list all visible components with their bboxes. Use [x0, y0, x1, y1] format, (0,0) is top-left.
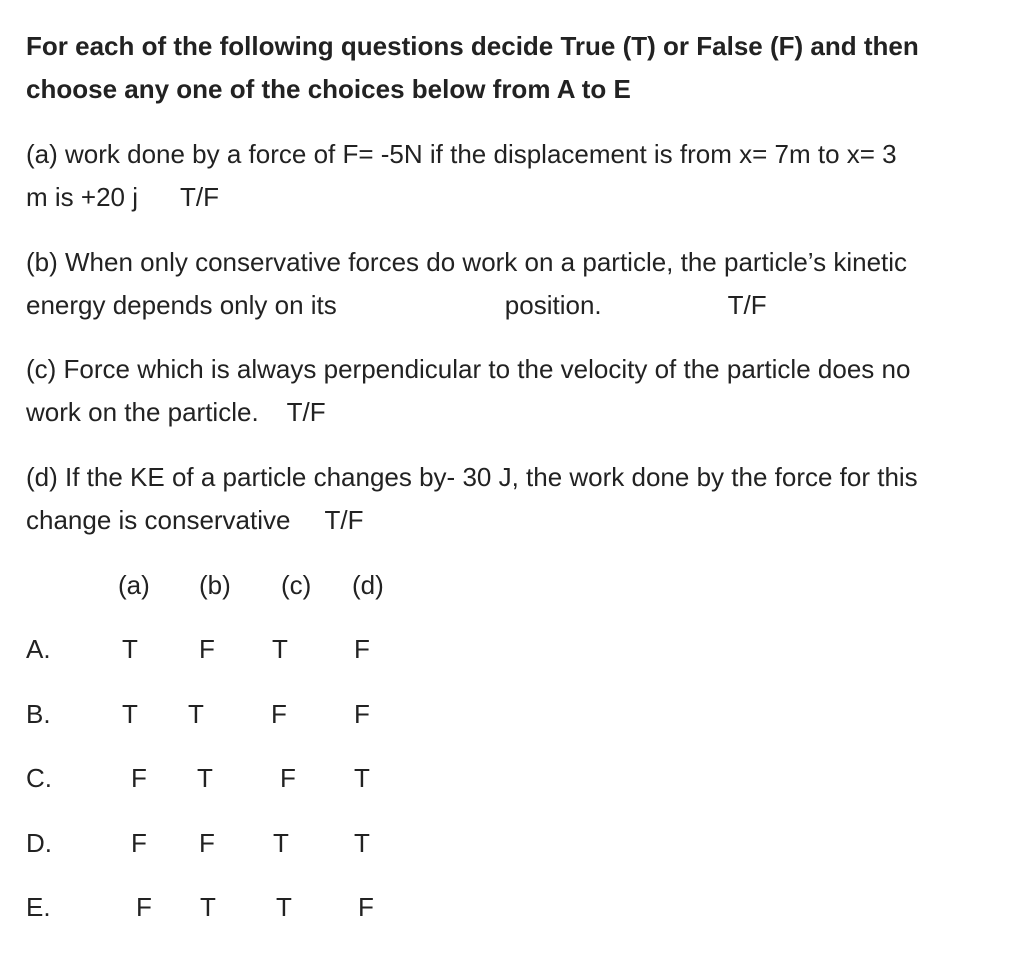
choice-c-value-a: F: [131, 763, 147, 793]
question-b-tf: T/F: [727, 290, 767, 320]
question-d-tf: T/F: [324, 505, 364, 535]
choice-e-value-d: F: [358, 892, 374, 922]
column-header-b: (b): [199, 570, 231, 600]
question-c-line-2-wrap: [26, 391, 1011, 434]
question-d-line-2-wrap: [26, 499, 1011, 542]
choice-a-value-a: T: [122, 634, 138, 664]
choice-label-a: A.: [26, 634, 51, 664]
instructions-line-1: For each of the following questions decide True (T) or False (F) and then: [26, 31, 919, 61]
choice-d-value-d: T: [354, 828, 370, 858]
instructions-line-2: choose any one of the choices below from A to E: [26, 74, 631, 104]
question-c-line-2: work on the particle.: [26, 397, 259, 427]
choice-label-e: E.: [26, 892, 51, 922]
choice-label-b: B.: [26, 699, 51, 729]
question-b-line-2-wrap: [26, 284, 1011, 327]
question-d: [26, 456, 1011, 542]
question-d-line-2: change is conservative: [26, 505, 291, 535]
choice-b-value-d: F: [354, 699, 370, 729]
choice-c-value-d: T: [354, 763, 370, 793]
choice-b-value-a: T: [122, 699, 138, 729]
question-c-tf: T/F: [286, 397, 326, 427]
choice-e-value-a: F: [136, 892, 152, 922]
column-header-a: (a): [118, 570, 150, 600]
question-b-position-word: position.: [504, 290, 602, 320]
choice-a-value-d: F: [354, 634, 370, 664]
question-a-line-2-wrap: [26, 176, 1011, 219]
choice-c-value-c: F: [280, 763, 296, 793]
column-header-c: (c): [281, 570, 312, 600]
choice-a-value-b: F: [199, 634, 215, 664]
choice-d-value-c: T: [273, 828, 289, 858]
choice-c-value-b: T: [197, 763, 213, 793]
question-a-line-2: m is +20 j: [26, 182, 138, 212]
choice-b-value-c: F: [271, 699, 287, 729]
question-a-line-1: (a) work done by a force of F= -5N if the displacement is from x= 7m to x= 3: [26, 139, 897, 169]
column-header-d: (d): [352, 570, 384, 600]
choice-d-value-b: F: [199, 828, 215, 858]
question-b-line-1: (b) When only conservative forces do work on a particle, the particle’s kinetic: [26, 247, 908, 277]
choice-b-value-b: T: [188, 699, 204, 729]
question-d-line-1: (d) If the KE of a particle changes by- 30 J, the work done by the force for this: [26, 462, 918, 492]
question-b: [26, 241, 1011, 327]
instructions-heading: [26, 25, 1011, 111]
question-a: [26, 133, 1011, 219]
question-c-line-1: (c) Force which is always perpendicular to the velocity of the particle does no: [26, 354, 911, 384]
question-b-line-2: energy depends only on its: [26, 290, 337, 320]
choice-label-d: D.: [26, 828, 52, 858]
choice-e-value-b: T: [200, 892, 216, 922]
choice-label-c: C.: [26, 763, 52, 793]
choice-d-value-a: F: [131, 828, 147, 858]
question-a-tf: T/F: [180, 182, 219, 212]
choice-e-value-c: T: [276, 892, 292, 922]
choice-a-value-c: T: [272, 634, 288, 664]
question-c: [26, 348, 1011, 434]
